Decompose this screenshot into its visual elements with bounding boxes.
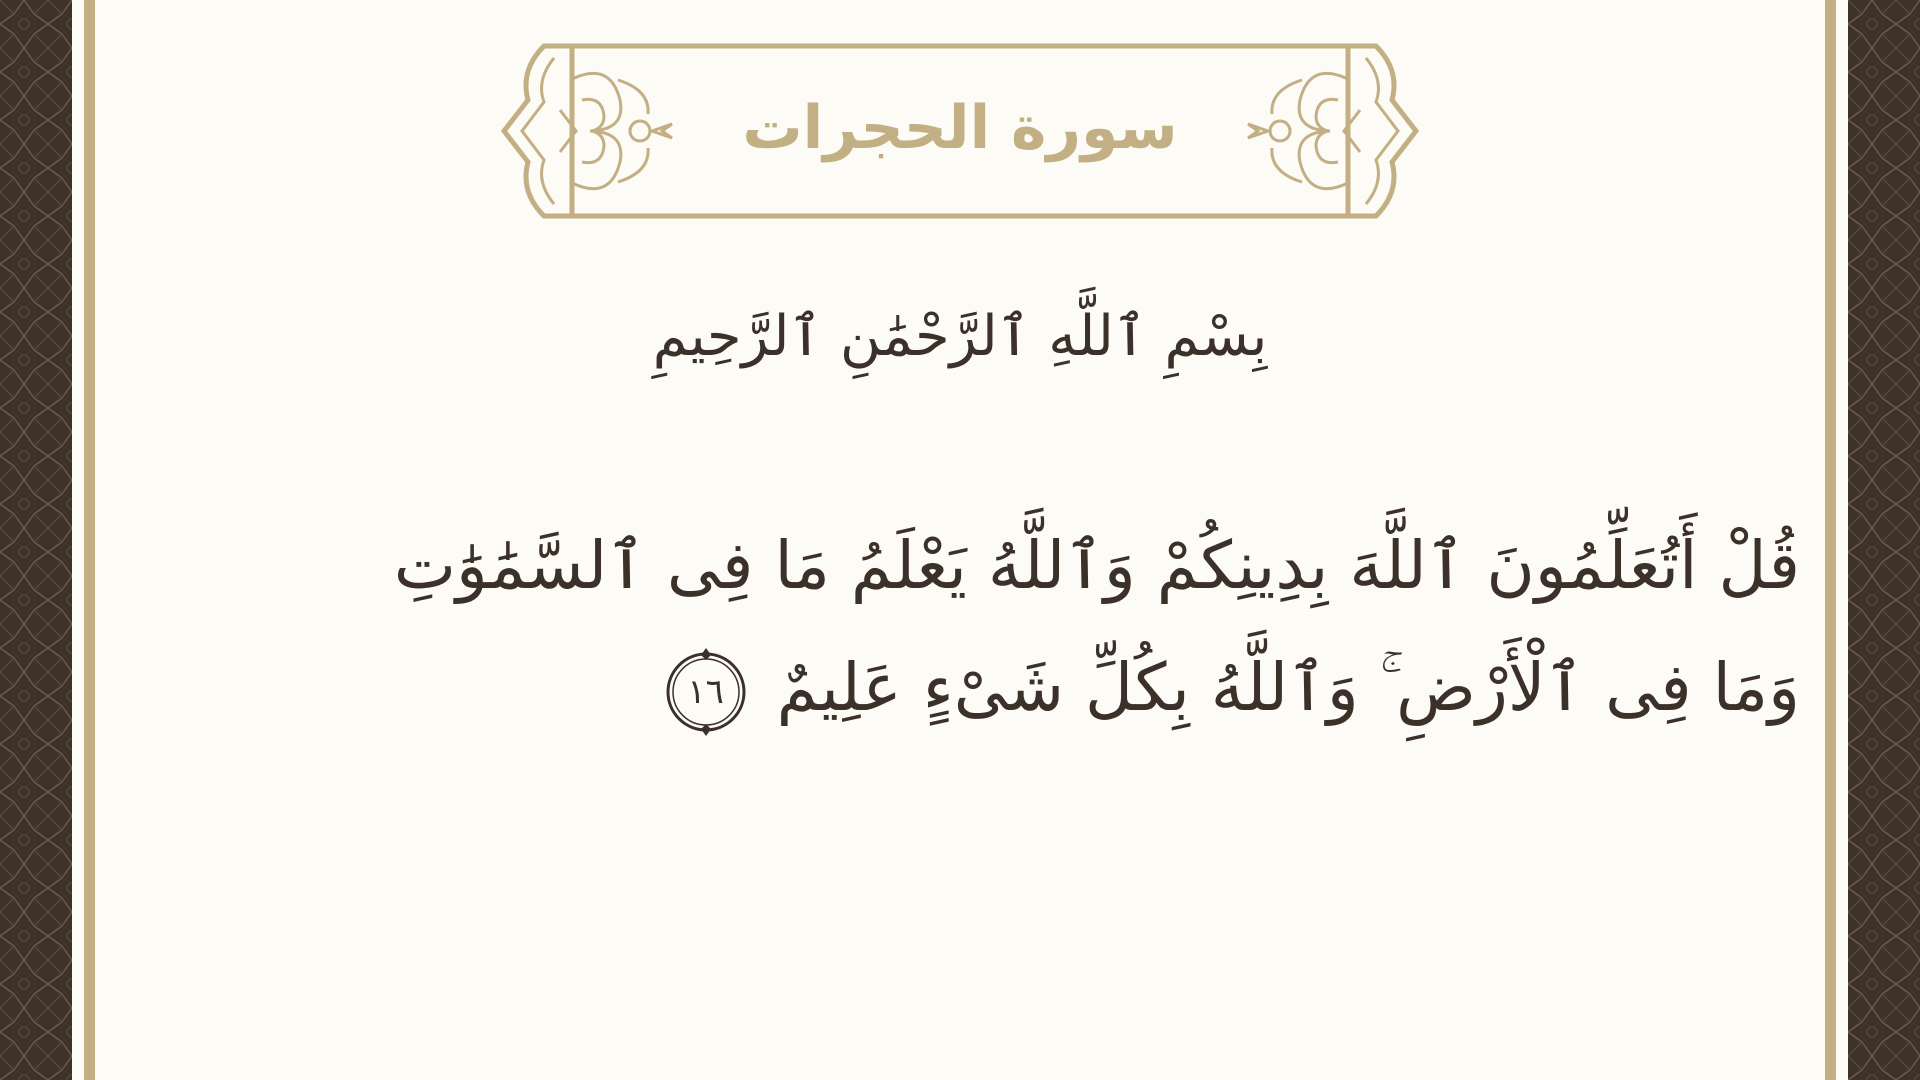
ayah-end-marker	[662, 648, 750, 736]
verse-text	[390, 505, 1800, 749]
verse-body: قُلْ أَتُعَلِّمُونَ ٱللَّهَ بِدِينِكُمْ وَٱللَّهُ يَعْلَمُ مَا فِى ٱلسَّمَٰوَٰتِ وَمَا فِى ٱلْأَرْضِ ۚ وَٱللَّهُ بِكُلِّ شَىْءٍ عَلِيمٌ	[393, 527, 1800, 726]
surah-title-banner	[500, 40, 1420, 230]
basmala-calligraphy: بِسْمِ ٱللَّهِ ٱلرَّحْمَٰنِ ٱلرَّحِيمِ	[652, 304, 1268, 369]
right-gold-rule	[1825, 0, 1836, 1080]
right-pattern-border	[1848, 0, 1920, 1080]
geometric-pattern-icon	[0, 0, 72, 1080]
geometric-pattern-icon	[1848, 0, 1920, 1080]
left-gold-rule	[84, 0, 95, 1080]
left-pattern-border	[0, 0, 72, 1080]
ayah-number: ١٦	[687, 671, 724, 712]
surah-title: سورة الحجرات	[742, 93, 1178, 163]
